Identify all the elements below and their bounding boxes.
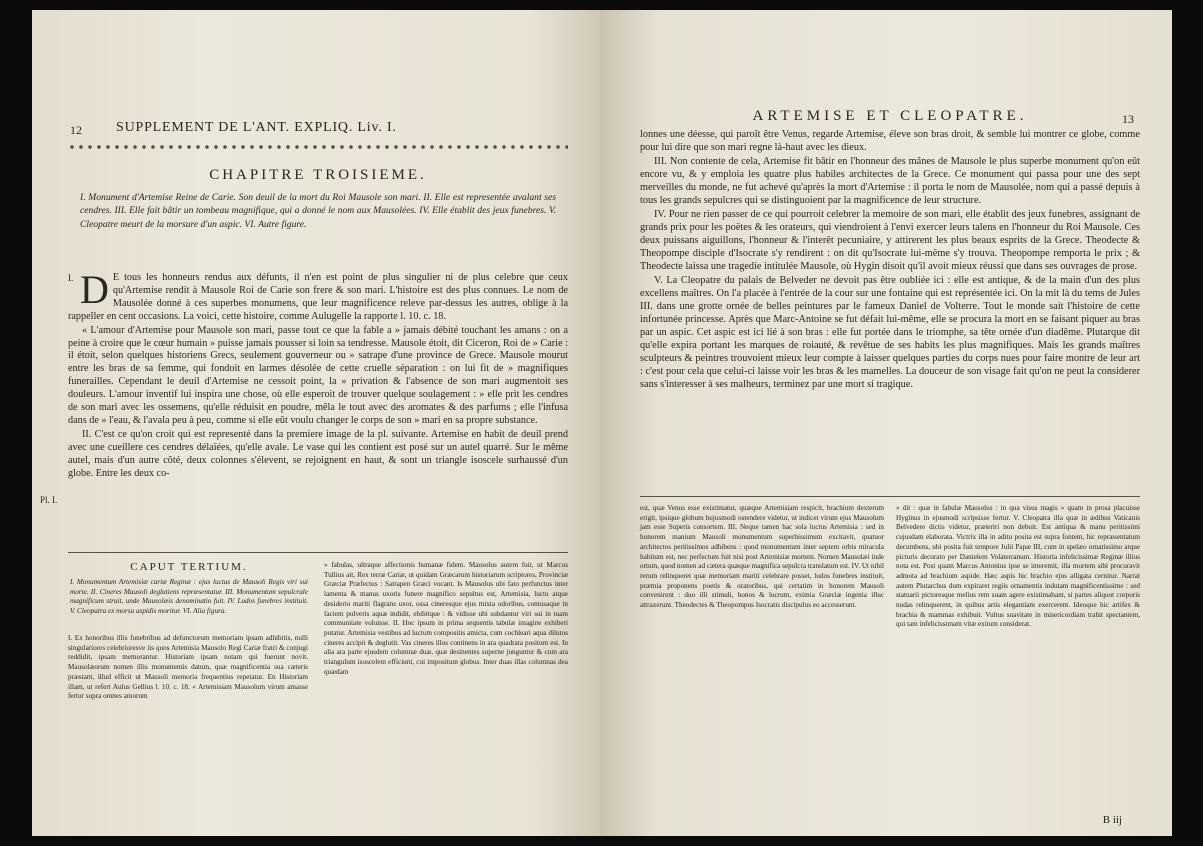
decorative-border: [68, 143, 568, 151]
paragraph: III. Non contente de cela, Artemise fit bâtir en l'honneur des mânes de Mausole le plus superbe monument qu'on eût encore vu, & y emploia les quatre plus habiles architectes de la Grece. Ce monument qui passa pour une des sept merveilles du monde, ne fut achevé qu'après la mort d'Artemise : il porta le nom de Mausolée, nom qui a passé depuis à tous les grands sepulcres qui se distinguoient par la magnificence de leur structure.: [640, 156, 1140, 206]
signature-mark: B iij: [1102, 814, 1122, 826]
margin-number: I.: [68, 273, 74, 283]
latin-column-left: I. Ex honoribus illis funebribus ad defunctorum memoriam ipsam adhibitis, nulli singulariores celebrioresve iis quos Artemisia Mausolo Regi Cariæ fratri & conjugi reddidit, ipsam memorantur. Historiam ipsam notam qui fuerunt novit. Mausolæorum nomen illis monumentis datum, quæ magnificentia sua cæteris præstant, illud efficit ut Mausoli memoria frequentius repetatur. En Historiam illam, ut refert Aulus Gellius l. 10. c. 18. « Artemisiam Mausolum virum amasse fertur supra omnes amorum: [68, 634, 308, 701]
left-page: [32, 10, 600, 836]
french-body-text: [68, 267, 568, 482]
drop-cap: D: [80, 267, 109, 312]
chapter-heading: CHAPITRE TROISIEME.: [209, 167, 427, 183]
page-number: 12: [70, 123, 82, 137]
margin-plate-reference: Pl. I.: [40, 495, 58, 505]
paragraph: IV. Pour ne rien passer de ce qui pourroit celebrer la memoire de son mari, elle établit des jeux funebres, assignant de grands prix pour les poëtes & les orateurs, qui viendroient à l'envi exercer leurs talens en l'honneur du Roi Mausole. Ces deux puissans aiguillons, l'honneur & l'interêt pecuniaire, y attirerent les plus beaux esprits de la Grece. Theodecte & Theopompe disciple d'Isocrate s'y rendirent : on dit qu'Isocrate lui-même s'y trouva. Theopompe remporta le prix ; & Theodecte laissa une tragedie intitulée Mausole, où Hygin disoit qu'il avoit mieux réussi que dans ses ouvrages de prose.: [640, 209, 1140, 272]
divider: [68, 552, 568, 553]
paragraph: D E tous les honneurs rendus aux défunts, il n'en est point de plus singulier ni de plus celebre que ceux qu'Artemise rendit à Mausole Roi de Carie son frere & son mari. L'histoire est des plus connues. Le nom de Mausolée donné à ces superbes monumens, que leur magnificence releve par-dessus les autres, oblige à la rappeller en cent occasions. La voici, cette histoire, comme Aulugelle la rapporte l. 10. c. 18.: [68, 267, 568, 322]
running-title: ARTEMISE ET CLEOPATRE.: [752, 108, 1028, 124]
latin-column-right: » fabulas, ultraque affectionis humanæ fidem. Mausolus autem fuit, ut Marcus Tullius ait, Rex terræ Cariæ, ut quidam Græcarum historiarum scriptores, Provinciæ Græciæ Præfectus : Satrapen Græci vocant. Is Mausolus ubi fato perfunctus inter lamenta & manus uxoris funere magnifico sepultus est, Artemisia, luctu atque desiderio mariti flagrans uxor, ossa cineresque ejus mixta odoribus, contusaque in faciem pulveris aquæ indidit, ebibitque : & vidisse ubi subdantur viri sui in tuam communitate voluisse. II. Hoc ipsum in prima sequentis tabulæ imagine exhiberi putatur. Artemisia vestibus ad luctum compositis amicta, cum cochleari aqua dilutos cineres accipit & deglutit. Vas cineres illos continens in ara quadrata positum est. In alia ara parte ejusdem columnæ duæ, quæ desinentes superne junguntur & cum ara triangulum isoscelem efficiunt, cui impositum globus. Inter duas illas columnas dea quædam: [324, 561, 568, 676]
latin-chapter-heading: CAPUT TERTIUM.: [130, 561, 248, 573]
page-number: 13: [1122, 112, 1134, 126]
latin-chapter-summary: I. Monumentum Artemisiæ cariæ Reginæ : ejus luctus de Mausoli Regis viri sui morte. II. Cineres Mausoli deglutiens repræsentatur. III. Monumentum sepulcrale magnificum struit, unde Mausolæis denominatio fuit. IV. Ludos funebres instituit. V. Cleopatra ex morsu aspidis moritur. VI. Alia figura.: [70, 578, 308, 615]
running-title: SUPPLEMENT DE L'ANT. EXPLIQ. Liv. I.: [116, 120, 397, 135]
paragraph: lonnes une déesse, qui paroît être Venus, regarde Artemise, éleve son bras droit, & semble lui montrer ce globe, comme pour lui dire que son mari regne là-haut avec les dieux.: [640, 129, 1140, 153]
divider: [640, 496, 1140, 497]
paragraph: « L'amour d'Artemise pour Mausole son mari, passe tout ce que la fable a » jamais débité touchant les amans : on a peine à croire que le cœur humain » puisse jamais pousser si loin sa tendresse. Mausole étoit, dit Ciceron, Roi de » Carie : il étoit, selon quelques historiens Grecs, seulement gouverneur ou » satrape d'une province de Grece. Mausole mourut entre les bras de sa femme, qui fondoit en larmes désolée de cette cruelle séparation : on lui fit de » magnifiques funerailles. Cependant le deuil d'Artemise ne cessoit point, la » privation & l'absence de son mari augmentoit ses douleurs. L'amour inventif lui inspira une chose, où elle esperoit de trouver quelque soulagement : » elle prit les cendres de son mari avec les ossemens, qu'elle réduisit en poudre, mêla le tout avec des aromates & des parfums ; elle l'infusa dans de » l'eau, & l'avala peu à peu, comme si elle eût voulu changer le corps de son » mari en sa propre substance.: [68, 324, 568, 426]
latin-column-right: » dit : quæ in fabulæ Mausolus : in qua visus magis » quam in prosa placuisse Hyginus in ejusmodi scripsisse fertur. V. Cleopatra illa quæ in ædibus Vaticanis Belvedere dictis videtur, præteriri non debuit. Est antiqua & manu peritissimi cujusdam elaborata. Victrix illa in aditu posita est supra fontem, hic repræsentatum decumbens, ubi posita fuit tempore Julii Papæ III, cum in spelæo ornatissimo atque picturis decorato per Danielem Volaterranum. Historia infelicissimæ Reginæ illius nota est. Post quam Marcus Antonius ipse se interemit, illa mortem sibi procuravit admota ad brachium aspide. Hæc aspis hic brachio ejus alligata cernitur. Narrat autem Plutarchus dum expiraret regiis ornamentis indutam magnificentissime : sed statuarii pictoresque melius rem suam agere existimabant, si partes aliquot corporis nudas relinquerent, in quibus artis elegantiam exercerent. Ideoque hic artifex & brachia & mammas exhibuit. Vultus suavitate in misericordiam trahit spectantem, qui tam infelicissimam vitæ exitum considerat.: [896, 504, 1140, 629]
latin-column-left: est, quæ Venus esse existimatur, quæque Artemisiam respicit, brachium dexterum erigit, ipsique globum hujusmodi ostendere videtur, ut indicet virum ejus Mausolum jam esse Superis consortem. III. Neque tamen hac sola luctus Artemisia : sed in honorem manium Mausoli monumentum superbissimum excitavit, quatuor architectos peritissimos adhibens : quod monumentum inter septem orbis miracula habitum est, nec perfectum fuit nisi post Artemisiæ mortem. Nomen Mausolæi inde ortum, quod nomen ad cætera quæque magnifica sepulcra translatum est. IV. Ut nihil rerum relinqueret quæ memoriam mariti celebrare posset, ludos funebres instituit, præmia proponens poetis & oratoribus, qui certatim in honorem Mausoli convenirent : duo illi stimuli, honos & lucrum, eximia Græciæ ingenia illuc attraxerunt. Theodectes & Theopompus Isocratis discipulus eo accesserunt.: [640, 504, 884, 610]
paragraph: V. La Cleopatre du palais de Belveder ne devoit pas être oubliée ici : elle est antique, & de la main d'un des plus excellens maîtres. On l'a placée à l'entrée de la cour sur une fontaine qui est représentée ici. On la mit là du tems de Jules III. dans une grotte ornée de belles peintures par le fameux Daniel de Volterre. Tout le monde sait l'histoire de cette infortunée princesse. Après que Marc-Antoine se fut défait lui-même, elle se procura la mort en se faisant piquer au bras par un aspic. Cet aspic est ici lié à son bras : elle fut portée dans le triomphe, sa tête ornée d'un diadême. Plutarque dit qu'elle expira portant les marques de roiauté, & revêtue de ses habits les plus magnifiques. Mais les grands maîtres sculpteurs & peintres trouvoient mieux leur compte à laisser quelques parties du corps nues pour faire montre de leur art : c'est pour cela que celui-ci laisse voir les bras & les mamelles. La douceur de son visage fait qu'on ne peut la considerer sans s'interesser à ses malheurs, terminez par une mort si tragique.: [640, 275, 1140, 390]
french-body-text: [640, 128, 1140, 392]
chapter-summary: I. Monument d'Artemise Reine de Carie. Son deuil de la mort du Roi Mausole son mari. II. Elle est representée avalant ses cendres. III. Elle fait bâtir un tombeau magnifique, qui a donné le nom aux Mausolées. IV. Elle établit des jeux funebres. V. Cleopatre meurt de la morsure d'un aspic. VI. Autre figure.: [80, 192, 556, 230]
paragraph: II. C'est ce qu'on croit qui est representé dans la premiere image de la pl. suivante. Artemise en habit de deuil prend avec une cueillere ces cendres délaïées, qu'elle avale. Le vase qui les contient est posé sur un autel quarré. Sur le même autel, mais d'un autre côté, deux colonnes s'élevent, se rejoignent en haut, & sont un triangle isoscele surhaussé d'un globe. Entre les deux co-: [68, 428, 568, 479]
right-page: [600, 10, 1172, 836]
